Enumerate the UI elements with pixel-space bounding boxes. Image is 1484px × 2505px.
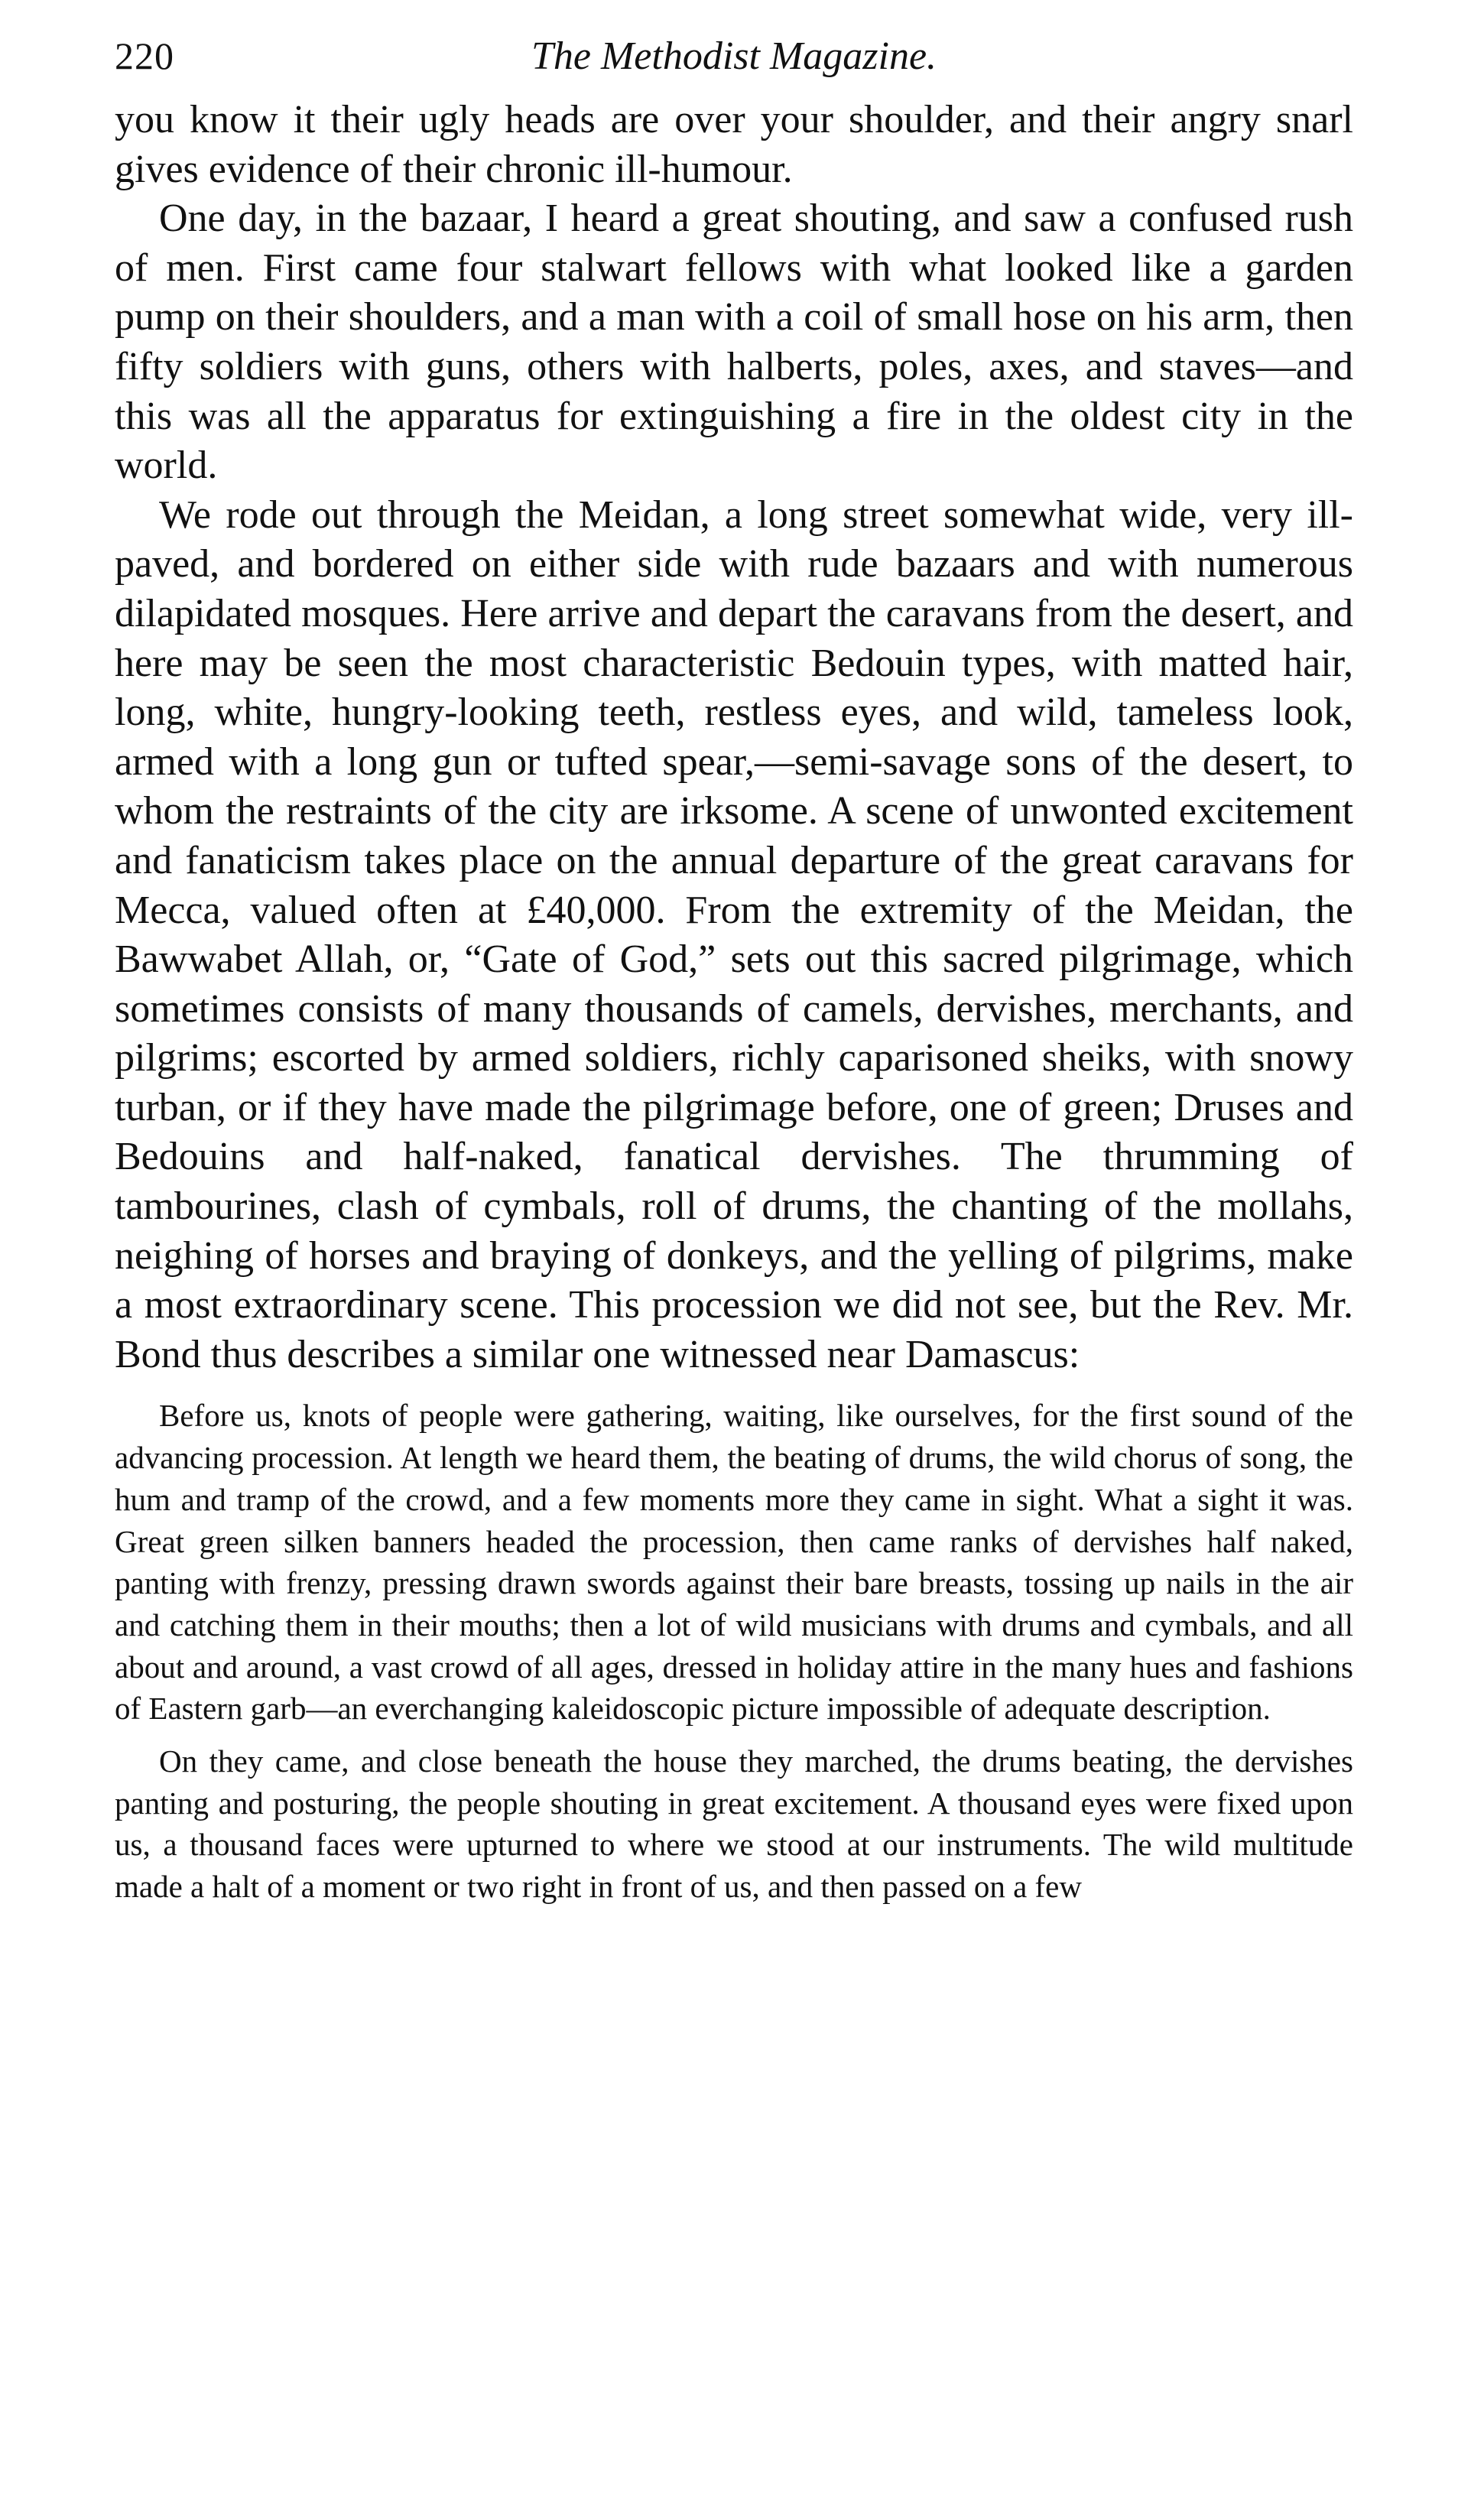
quoted-extract-march: On they came, and close beneath the house they marched, the drums beating, the dervishes panting and posturing, the people shouting in great excitement. A thousand eyes were fixed upon us, a thousand faces were upturned to where we stood at our instruments. The wild multitude made a halt of a moment or two right in front of us, and then passed on a few — [115, 1743, 1353, 1905]
page-number: 220 — [115, 34, 174, 77]
running-title: The Methodist Magazine. — [531, 34, 937, 78]
quoted-extract-procession: Before us, knots of people were gathering, waiting, like ourselves, for the first sound of the advancing procession. At length we heard them, the beating of drums, the wild chorus of song, the hum and tramp of the crowd, and a few moments more they came in sight. What a sight it was. Great green silken banners headed the procession, then came ranks of dervishes half naked, panting with frenzy, pressing drawn swords against their bare breasts, tossing up nails in the air and catching them in their mouths; then a lot of wild musicians with drums and cymbals, and all about and around, a vast crowd of all ages, dressed in holiday attire in the many hues and fashions of Eastern garb—an everchanging kaleidoscopic picture impossible of adequate description. — [115, 1398, 1353, 1727]
paragraph-meidan: We rode out through the Meidan, a long street somewhat wide, very ill-paved, and bordered on either side with rude bazaars and with numerous dilapidated mosques. Here arrive and depart the caravans from the desert, and here may be seen the most characteristic Bedouin types, with matted hair, long, white, hungry-looking teeth, restless eyes, and wild, tameless look, armed with a long gun or tufted spear,—semi-savage sons of the desert, to whom the restraints of the city are irksome. A scene of unwonted excitement and fanaticism takes place on the annual departure of the great caravans for Mecca, valued often at £40,000. From the extremity of the Meidan, the Bawwabet Allah, or, “Gate of God,” sets out this sacred pilgrimage, which sometimes consists of many thousands of camels, dervishes, merchants, and pilgrims; escorted by armed soldiers, richly caparisoned sheiks, with snowy turban, or if they have made the pilgrimage before, one of green; Druses and Bedouins and half-naked, fanatical dervishes. The thrumming of tambourines, clash of cymbals, roll of drums, the chanting of the mollahs, neighing of horses and braying of donkeys, and the yelling of pilgrims, make a most extraordinary scene. This procession we did not see, but the Rev. Mr. Bond thus describes a similar one witnessed near Damascus: — [115, 492, 1353, 1376]
paragraph-bazaar-fire: One day, in the bazaar, I heard a great shouting, and saw a confused rush of men. First came four stalwart fellows with what looked like a garden pump on their shoulders, and a man with a coil of small hose on his arm, then fifty soldiers with guns, others with halberts, poles, axes, and staves—and this was all the apparatus for extinguishing a fire in the oldest city in the world. — [115, 197, 1353, 488]
page-header — [115, 23, 1353, 96]
paragraph-continuation: you know it their ugly heads are over your shoulder, and their angry snarl gives evidence of their chronic ill-humour. — [115, 98, 1353, 191]
magazine-page — [115, 23, 1353, 1908]
